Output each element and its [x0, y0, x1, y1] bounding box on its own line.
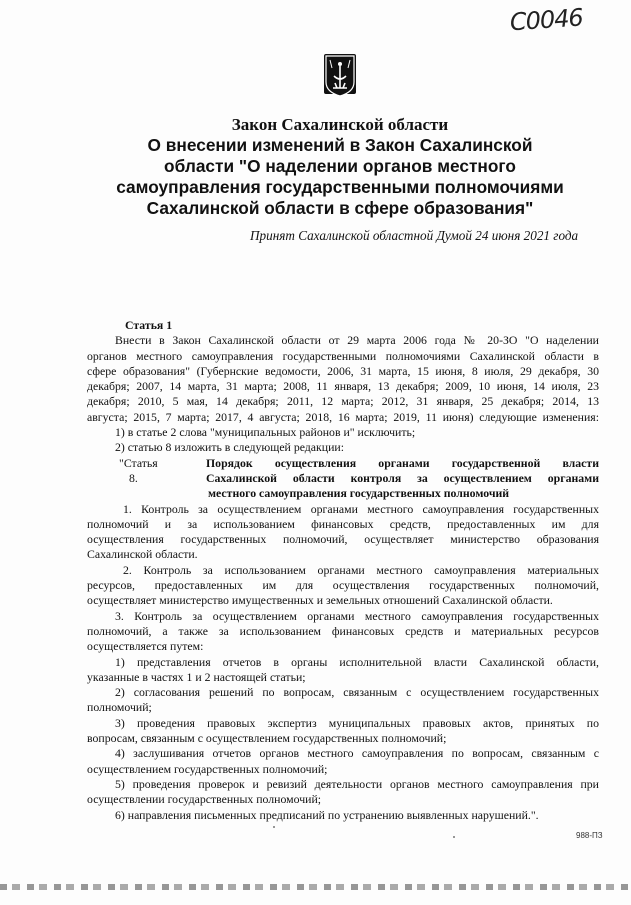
text-line: осуществляется путем: [87, 639, 204, 654]
text-line: Сахалинской области. [87, 547, 198, 562]
adoption-note: Принят Сахалинской областной Думой 24 июня 2021 года [250, 228, 579, 243]
scan-speck [453, 836, 455, 838]
law-body [87, 318, 599, 823]
text-line: полномочий и за использованием финансовых средств, предоставленных им для [87, 516, 599, 531]
change-item: 1) в статье 2 слова "муниципальных районов и" исключить; [115, 425, 416, 440]
text-line: полномочий, а также за использованием финансовых средств и материальных ресурсов [87, 623, 599, 638]
list-item-cont: вопросам, связанным с осуществлением государственных полномочий; [87, 731, 447, 746]
article-label-number: 8. [129, 470, 138, 485]
list-item: 2) согласования решений по вопросам, связанным с осуществлением государственных [115, 685, 599, 700]
scan-edge-artifact [0, 884, 631, 890]
list-item-cont: полномочий; [87, 700, 152, 715]
article-8-title [206, 456, 599, 502]
title-line: Порядок осуществления органами государственной власти [206, 455, 599, 470]
text-line: декабря; 2010, 5 мая, 14 декабря; 2011, 12 марта; 2012, 31 января, 25 декабря; 2014, 13 [87, 394, 599, 409]
list-item-cont: осуществлении государственных полномочий; [87, 792, 322, 807]
text-line: 3. Контроль за осуществлением органами местного самоуправления государственных [115, 608, 599, 623]
text-line: декабря; 2007, 14 марта, 31 марта; 2008, 11 января, 13 декабря; 2009, 10 июня, 14 июля, 23 [87, 379, 599, 394]
text-line: сфере образования" (Губернские ведомости, 2006, 31 марта, 15 июня, 8 июля, 29 декабря, 30 [87, 363, 599, 378]
text-line: органов местного самоуправления государственными полномочиями Сахалинской области в [87, 348, 599, 363]
article-8-label [87, 456, 206, 502]
title-line: местного самоуправления государственных полномочий [208, 486, 510, 501]
text-line: осуществляет министерство имущественных и земельных отношений Сахалинской области. [87, 593, 553, 608]
article-heading: Статья 1 [125, 318, 173, 332]
list-item: 1) представления отчетов в органы исполнительной власти Сахалинской области, [115, 654, 599, 669]
title-line: области "О наделении органов местного [164, 156, 516, 176]
list-item: 3) проведения правовых экспертиз муниципальных правовых актов, принятых по [115, 715, 599, 730]
coat-of-arms-emblem [321, 52, 359, 98]
list-item: 5) проведения проверок и ревизий деятельности органов местного самоуправления при [115, 776, 599, 791]
list-item-cont: указанные в частях 1 и 2 настоящей статьи; [87, 669, 306, 684]
document-title [110, 114, 570, 219]
article-label-prefix: "Статья [119, 455, 158, 470]
change-item: 2) статью 8 изложить в следующей редакции: [115, 440, 344, 455]
title-line: Сахалинской области контроля за осуществлением органами [206, 470, 599, 485]
document-code: 988-ПЗ [576, 831, 603, 840]
list-item-cont: осуществлением государственных полномочий; [87, 761, 328, 776]
text-line: ресурсов, предоставленных им для осуществления государственных полномочий, [87, 578, 599, 593]
text-line: августа; 2015, 7 марта; 2017, 4 августа; 2018, 16 марта; 2019, 11 июня) следующие изменения: [87, 409, 599, 424]
list-item: 6) направления письменных предписаний по устранению выявленных нарушений.". [115, 807, 539, 822]
text-line: 1. Контроль за осуществлением органами местного самоуправления государственных [123, 501, 599, 516]
handwritten-note: C0046 [508, 3, 584, 37]
list-item: 4) заслушивания отчетов органов местного самоуправления по вопросам, связанным с [115, 746, 599, 761]
scan-speck [273, 826, 275, 828]
title-line: самоуправления государственными полномочиями [116, 177, 564, 197]
title-line: Сахалинской области в сфере образования" [146, 198, 534, 218]
text-line: 2. Контроль за использованием органами местного самоуправления материальных [123, 562, 599, 577]
title-line: О внесении изменений в Закон Сахалинской [147, 135, 533, 155]
text-line: осуществления государственных полномочий, осуществляет министерство образования [87, 532, 599, 547]
text-line: Внести в Закон Сахалинской области от 29 марта 2006 года № 20-ЗО "О наделении [115, 333, 599, 348]
title-line: Закон Сахалинской области [231, 115, 449, 134]
article-8-heading [87, 456, 599, 502]
